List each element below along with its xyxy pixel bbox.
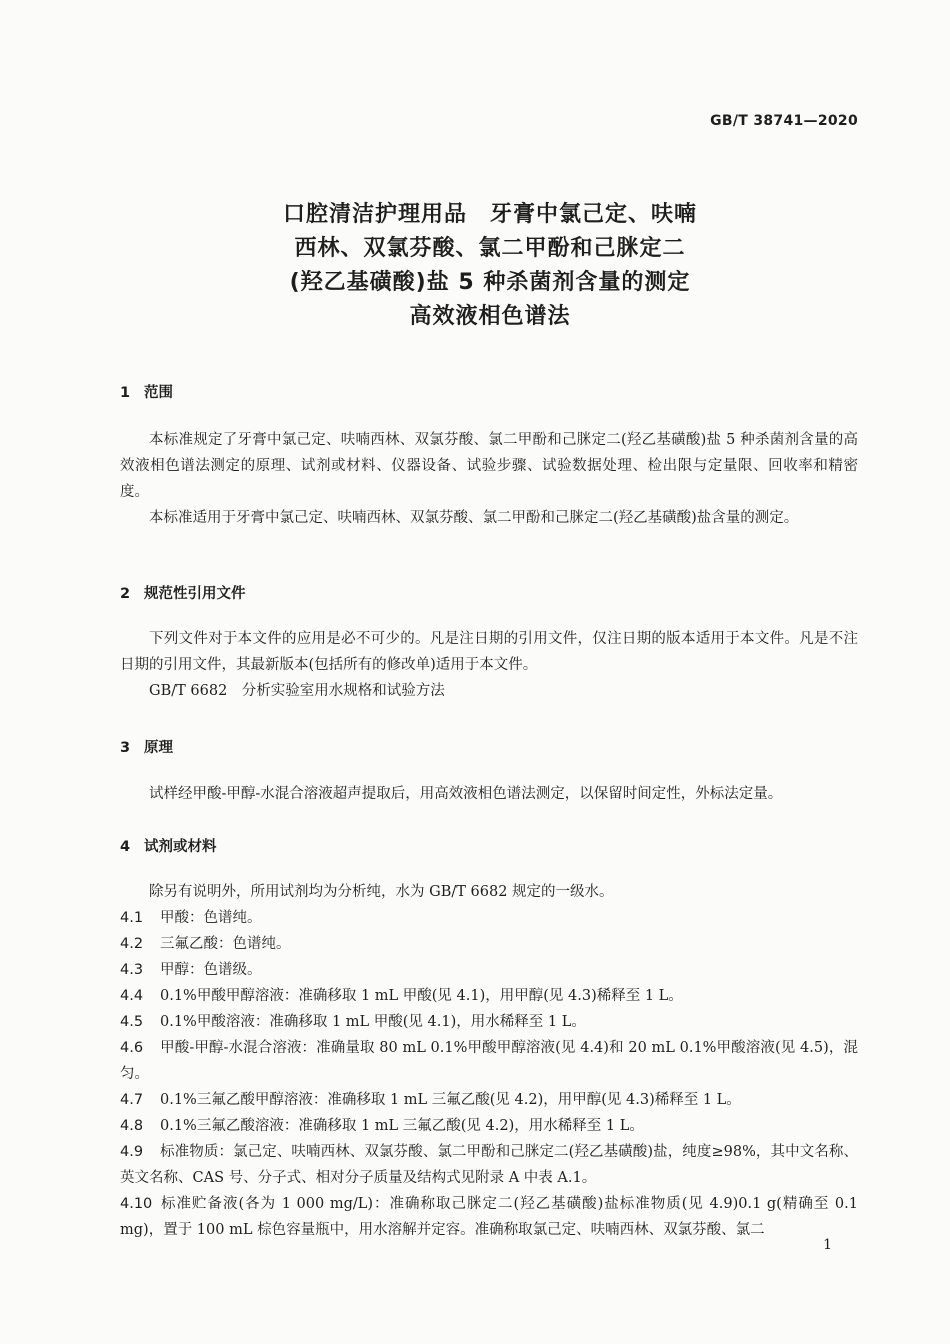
item-text: 0.1%三氟乙酸溶液：准确移取 1 mL 三氟乙酸(见 4.2)，用水稀释至 1 L。 [160, 1118, 644, 1134]
paragraph: 试样经甲酸-甲醇-水混合溶液超声提取后，用高效液相色谱法测定，以保留时间定性，外标法定量。 [149, 786, 783, 802]
document-title [0, 198, 950, 334]
list-item [120, 1139, 858, 1191]
item-text: 甲酸：色谱纯。 [160, 910, 262, 926]
paragraph: 本标准适用于牙膏中氯己定、呋喃西林、双氯芬酸、氯二甲酚和己脒定二(羟乙基磺酸)盐含量的测定。 [149, 510, 799, 526]
item-number: 4.1 [120, 910, 144, 926]
paragraph: 本标准规定了牙膏中氯己定、呋喃西林、双氯芬酸、氯二甲酚和己脒定二(羟乙基磺酸)盐 5 种杀菌剂含量的高效液相色谱法测定的原理、试剂或材料、仪器设备、试验步骤、试验数据处理、检出限与定量限、回收率和精密度。 [120, 432, 858, 500]
list-item [120, 931, 858, 957]
section-number: 4 [120, 839, 131, 855]
section-heading-normative-references [120, 582, 246, 603]
list-item [120, 1113, 858, 1139]
section-heading-principle [120, 736, 173, 757]
item-number: 4.10 [120, 1196, 153, 1212]
section-body-principle [120, 781, 858, 807]
section-body-reagents [120, 879, 858, 1243]
list-item [120, 905, 858, 931]
item-number: 4.3 [120, 962, 144, 978]
section-number: 3 [120, 740, 131, 756]
item-number: 4.4 [120, 988, 144, 1004]
list-item [120, 1087, 858, 1113]
item-number: 4.9 [120, 1144, 144, 1160]
section-heading-reagents [120, 835, 217, 856]
paragraph: 下列文件对于本文件的应用是必不可少的。凡是注日期的引用文件，仅注日期的版本适用于本文件。凡是不注日期的引用文件，其最新版本(包括所有的修改单)适用于本文件。 [120, 631, 858, 673]
item-text: 0.1%甲酸甲醇溶液：准确移取 1 mL 甲酸(见 4.1)，用甲醇(见 4.3)稀释至 1 L。 [160, 988, 683, 1004]
section-heading-scope [120, 381, 173, 402]
section-title: 原理 [144, 740, 173, 756]
section-title: 试剂或材料 [144, 839, 217, 855]
title-line: 西林、双氯芬酸、氯二甲酚和己脒定二 [294, 236, 686, 261]
item-text: 甲醇：色谱级。 [160, 962, 262, 978]
reference-entry: GB/T 6682 分析实验室用水规格和试验方法 [149, 683, 445, 699]
item-text: 三氟乙酸：色谱纯。 [160, 936, 291, 952]
list-item [120, 1191, 858, 1243]
item-number: 4.8 [120, 1118, 144, 1134]
section-number: 1 [120, 385, 131, 401]
section-title: 范围 [144, 385, 173, 401]
item-number: 4.6 [120, 1040, 144, 1056]
title-line: 高效液相色谱法 [409, 304, 571, 329]
section-body-references [120, 626, 858, 704]
item-text: 标准贮备液(各为 1 000 mg/L)：准确称取己脒定二(羟乙基磺酸)盐标准物质(见 4.9)0.1 g(精确至 0.1 mg)，置于 100 mL 棕色容量瓶中，用水溶解并定容。准确称取氯己定、呋喃西林、双氯芬酸、氯二 [120, 1196, 858, 1238]
title-line: (羟乙基磺酸)盐 5 种杀菌剂含量的测定 [289, 270, 691, 295]
list-item [120, 957, 858, 983]
page-number: 1 [823, 1237, 832, 1253]
item-text: 甲酸-甲醇-水混合溶液：准确量取 80 mL 0.1%甲酸甲醇溶液(见 4.4)和 20 mL 0.1%甲酸溶液(见 4.5)，混匀。 [120, 1040, 858, 1082]
list-item [120, 983, 858, 1009]
item-number: 4.7 [120, 1092, 144, 1108]
item-text: 标准物质：氯己定、呋喃西林、双氯芬酸、氯二甲酚和己脒定二(羟乙基磺酸)盐，纯度≥98%，其中文名称、英文名称、CAS 号、分子式、相对分子质量及结构式见附录 A 中表 A.1。 [120, 1144, 858, 1186]
section-number: 2 [120, 586, 131, 602]
title-line: 口腔清洁护理用品 牙膏中氯己定、呋喃 [282, 202, 697, 227]
section-body-scope [120, 427, 858, 531]
item-text: 0.1%甲酸溶液：准确移取 1 mL 甲酸(见 4.1)，用水稀释至 1 L。 [160, 1014, 586, 1030]
standard-code: GB/T 38741—2020 [710, 113, 858, 129]
item-text: 0.1%三氟乙酸甲醇溶液：准确移取 1 mL 三氟乙酸(见 4.2)，用甲醇(见 4.3)稀释至 1 L。 [160, 1092, 741, 1108]
section-title: 规范性引用文件 [144, 586, 246, 602]
list-item [120, 1009, 858, 1035]
item-number: 4.2 [120, 936, 144, 952]
paragraph: 除另有说明外，所用试剂均为分析纯，水为 GB/T 6682 规定的一级水。 [149, 884, 614, 900]
list-item [120, 1035, 858, 1087]
item-number: 4.5 [120, 1014, 144, 1030]
